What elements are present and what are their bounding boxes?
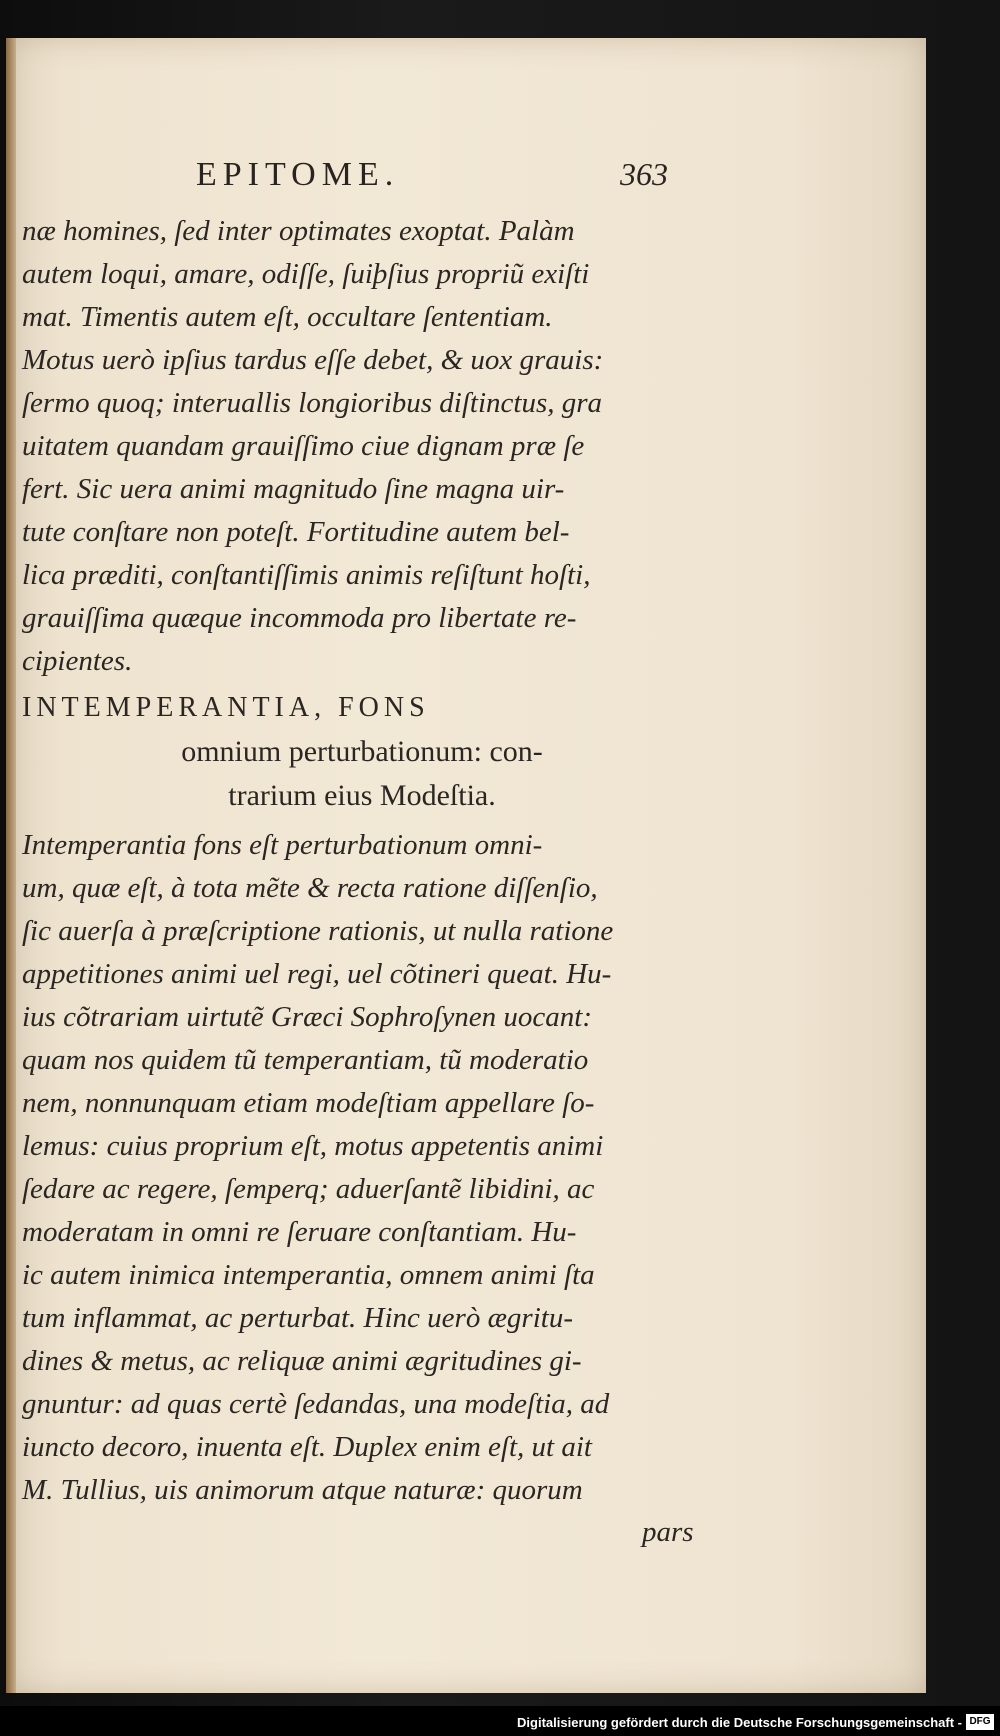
text-line: ſedare ac regere, ſemperq; aduerſantẽ libidini, ac (22, 1173, 595, 1205)
funding-credit: Digitalisierung gefördert durch die Deutsche Forschungsgemeinschaft - (517, 1715, 962, 1730)
catchword: pars (642, 1516, 694, 1548)
heading-line-1: INTEMPERANTIA, FONS (22, 692, 430, 723)
text-line: M. Tullius, uis animorum atque naturæ: quorum (22, 1474, 583, 1506)
text-line: uitatem quandam grauiſſimo ciue dignam præ ſe (22, 430, 585, 462)
text-line: moderatam in omni re ſeruare conſtantiam. Hu- (22, 1216, 577, 1248)
text-line: nem, nonnunquam etiam modeſtiam appellare ſo- (22, 1087, 595, 1119)
section-heading (22, 686, 702, 818)
page-number: 363 (620, 156, 668, 192)
text-line: grauiſſima quæque incommoda pro libertate re- (22, 602, 577, 634)
text-line: lica præditi, conſtantiſſimis animis reſiſtunt hoſti, (22, 559, 591, 591)
text-line: ſic auerſa à præſcriptione rationis, ut nulla ratione (22, 915, 614, 947)
text-line: ic autem inimica intemperantia, omnem animi ſta (22, 1259, 595, 1291)
text-line: lemus: cuius proprium eſt, motus appetentis animi (22, 1130, 604, 1162)
page-edge (6, 38, 16, 1693)
text-line: iuncto decoro, inuenta eſt. Duplex enim eſt, ut ait (22, 1431, 592, 1463)
text-line: næ homines, ſed inter optimates exoptat. Palàm (22, 215, 575, 247)
text-line: quam nos quidem tũ temperantiam, tũ moderatio (22, 1044, 589, 1076)
body-text-top (22, 210, 702, 683)
text-line: autem loqui, amare, odiſſe, ſuiþſius propriũ exiſti (22, 258, 590, 290)
footer-bar (0, 1706, 1000, 1736)
text-line: ius cõtrariam uirtutẽ Græci Sophroſynen uocant: (22, 1001, 593, 1033)
text-line: tute conſtare non poteſt. Fortitudine autem bel- (22, 516, 570, 548)
text-line: Intemperantia fons eſt perturbationum omni- (22, 829, 543, 861)
book-page (6, 38, 926, 1693)
text-line: dines & metus, ac reliquæ animi ægritudines gi- (22, 1345, 582, 1377)
running-head: EPITOME. (196, 156, 400, 193)
heading-line-2: omnium perturbationum: con- (181, 735, 543, 768)
text-line: um, quæ eſt, à tota mẽte & recta ratione diſſenſio, (22, 872, 598, 904)
text-line: Motus uerò ipſius tardus eſſe debet, & uox grauis: (22, 344, 604, 376)
text-line: cipientes. (22, 645, 133, 677)
heading-line-3: trarium eius Modeſtia. (228, 779, 496, 812)
body-text-bottom (22, 824, 702, 1512)
text-line: fert. Sic uera animi magnitudo ſine magna uir- (22, 473, 565, 505)
text-line: mat. Timentis autem eſt, occultare ſententiam. (22, 301, 553, 333)
text-line: ſermo quoq; interuallis longioribus diſtinctus, gra (22, 387, 603, 419)
text-line: gnuntur: ad quas certè ſedandas, una modeſtia, ad (22, 1388, 610, 1420)
text-line: appetitiones animi uel regi, uel cõtineri queat. Hu- (22, 958, 612, 990)
text-line: tum inflammat, ac perturbat. Hinc uerò ægritu- (22, 1302, 573, 1334)
dfg-logo: DFG (966, 1714, 994, 1730)
